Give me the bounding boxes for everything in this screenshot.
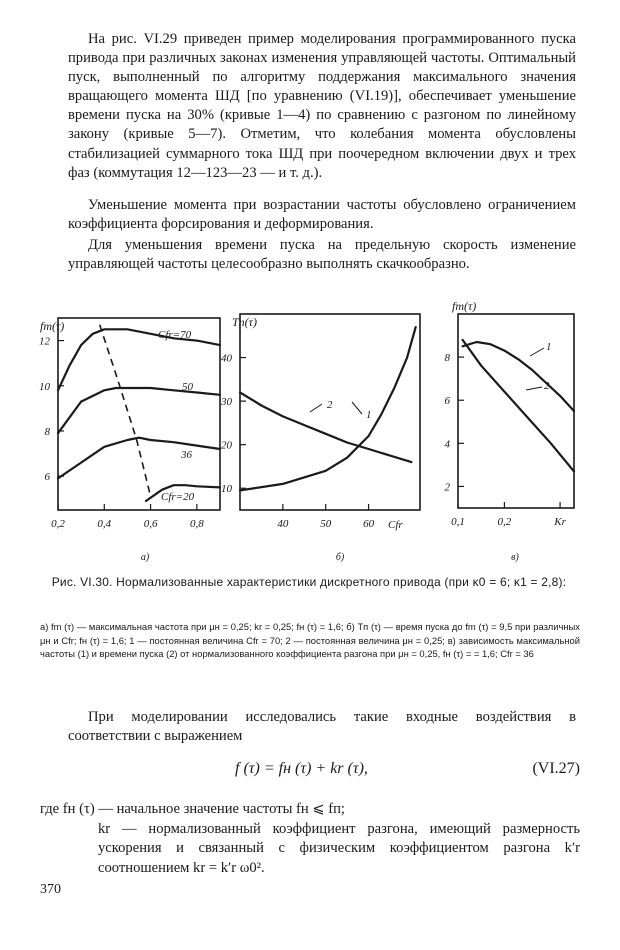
figure-caption: Рис. VI.30. Нормализованные характеристики дискретного привода (при κ0 = 6; κ1 = 2,8): xyxy=(51,575,567,589)
dashed-boundary-line xyxy=(100,325,151,497)
curve-label: 1 xyxy=(546,341,552,353)
figure-notes: а) fm (τ) — максимальная частота при μн = 0,25; kr = 0,25; fн (τ) = 1,6; б) Tп (τ) — время пуска до fm (τ) = 9,5 при различных μн и Cfr; fн (τ) = 1,6; 1 — постоянная величина Cfr = 70; 2 — постоянная величина μн = 0,25; в) зависимость максимальной частоты (1) и времени пуска (2) от нормализованного коэффициента разгона при μн = 0,25, fн (τ) = = 1,6; Cfr = 36 xyxy=(40,621,580,659)
y-tick-label: 30 xyxy=(221,396,232,409)
y-tick-label: 10 xyxy=(39,380,50,393)
curve-label-leader xyxy=(310,404,322,412)
x-tick-label: Kr xyxy=(554,516,566,528)
chart-a xyxy=(30,300,230,540)
y-tick-label: 8 xyxy=(444,352,450,365)
curve-label: 2 xyxy=(544,380,550,392)
where-line-1: где fн (τ) — начальное значение частоты fн ⩽ fп; xyxy=(40,801,345,817)
panel-label-a: а) xyxy=(140,552,150,563)
curve-label: 2 xyxy=(327,399,333,411)
x-tick-label: 40 xyxy=(277,518,289,530)
curve-label: Cfr=20 xyxy=(161,491,195,503)
x-tick-label: 0,8 xyxy=(189,518,204,530)
y-axis-label: fm(τ) xyxy=(40,319,65,333)
series-line-2 xyxy=(240,392,411,462)
curve-label-leader xyxy=(530,348,544,356)
curve-label: 36 xyxy=(181,449,192,461)
x-tick-label: 0,1 xyxy=(451,516,465,528)
curve-label: Cfr=70 xyxy=(158,329,192,341)
paragraph-2: Уменьшение момента при возрастании частоты обусловлено ограничением коэффициента форсирования и деформирования. xyxy=(68,197,576,233)
plot-frame xyxy=(240,314,420,510)
series-line-2 xyxy=(58,388,220,433)
formula-expression: f (τ) = fн (τ) + kr (τ), xyxy=(235,760,368,777)
y-axis-label: fm(τ) xyxy=(452,299,477,313)
y-tick-label: 6 xyxy=(444,395,450,408)
y-tick-label: 6 xyxy=(44,471,50,484)
formula-number: (VI.27) xyxy=(532,760,580,777)
paragraph-1: На рис. VI.29 приведен пример моделирования программированного пуска привода при различных законах изменения управляющей частоты. Оптимальный пуск, выполненный по алгоритму поддержания максимального значения вращающего момента ШД [по уравнению (VI.19)], обеспечивает уменьшение времени пуска на 30% (кривые 1—4) по сравнению с разгоном по линейному закону (кривые 5—7). Отметим, что колебания момента обусловлены стабилизацией суммарного тока ШД при поочередном включении двух и трех фаз (коммутация 12—123—23 — и т. д.). xyxy=(68,31,576,181)
curve-label: 50 xyxy=(182,381,193,393)
y-tick-label: 20 xyxy=(221,439,232,452)
x-tick-label: 0,4 xyxy=(97,518,112,530)
curve-label: 1 xyxy=(366,409,372,421)
panel-label-b: б) xyxy=(335,552,345,563)
series-line-3 xyxy=(58,438,220,479)
y-tick-label: 12 xyxy=(39,335,50,348)
chart-b xyxy=(221,300,428,540)
y-tick-label: 4 xyxy=(444,438,450,451)
y-tick-label: 10 xyxy=(221,483,232,496)
x-tick-label: 0,2 xyxy=(51,518,65,530)
series-line-1 xyxy=(58,329,220,390)
page-number: 370 xyxy=(40,882,61,897)
y-tick-label: 40 xyxy=(221,352,232,365)
panel-label-c: в) xyxy=(511,552,519,563)
where-line-2: kr — нормализованный коэффициент разгона, имеющий размерность ускорения и связанный с физическим коэффициентом разгона k′r соотношением kr = k′r ω0². xyxy=(98,820,580,876)
paragraph-3: Для уменьшения времени пуска на предельную скорость изменение управляющей частоты целесообразно выполнять скачкообразно. xyxy=(68,237,576,273)
y-tick-label: 2 xyxy=(444,481,450,494)
x-tick-label: 60 xyxy=(363,518,375,530)
series-line-1 xyxy=(463,342,574,411)
curve-label-leader xyxy=(352,402,362,414)
y-axis-label: Tп(τ) xyxy=(232,315,257,329)
x-tick-label: 50 xyxy=(320,518,332,530)
plot-frame xyxy=(58,318,220,510)
y-tick-label: 8 xyxy=(44,425,50,438)
x-axis-label: Cfr xyxy=(388,519,403,531)
curve-label-leader xyxy=(526,387,542,390)
x-tick-label: 0,2 xyxy=(497,516,512,528)
chart-c xyxy=(432,296,602,540)
paragraph-4: При моделировании исследовались такие входные воздействия в соответствии с выражением xyxy=(68,709,576,745)
x-tick-label: 0,6 xyxy=(143,518,158,530)
where-block xyxy=(40,800,580,878)
